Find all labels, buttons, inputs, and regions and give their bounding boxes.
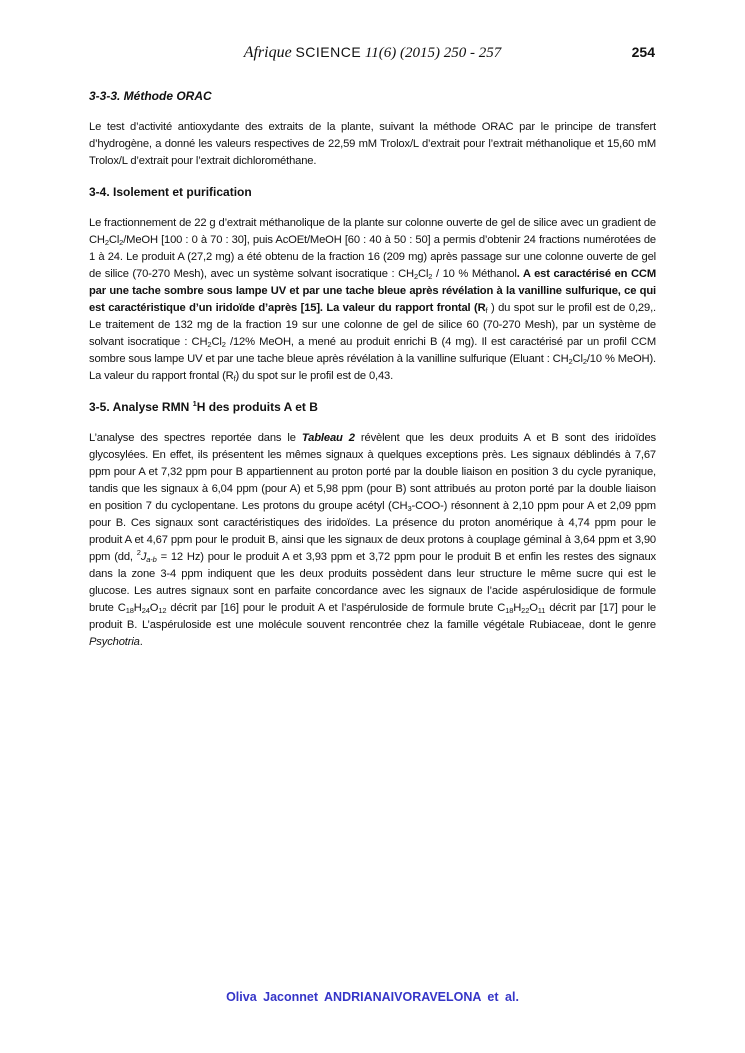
journal-name: Afrique — [243, 44, 292, 61]
paragraph-isolement: Le fractionnement de 22 g d’extrait méthanolique de la plante sur colonne ouverte de gel de silice avec un gradient de $CH_2Cl_2$/MeOH [100 : 0 à 70 : 30], puis AcOEt/MeOH [60 : 40 à 50 : 50] a permis d’obtenir 24 fractions numérotées de 1 à 24. Le produit A (27,2 mg) a été obtenu de la fraction 16 (209 mg) après passage sur une colonne ouverte de gel de silice (70-270 Mesh), avec un système solvant isocratique : $CH_2Cl_2 / 10$ % Méthanol. A est caractérisé en CCM par une tache sombre sous lampe UV et par une tache bleue après révélation à la vanilline sulfurique, ce qui est caractéristique d’un iridoïde d’après [15]. La valeur du rapport frontal ($R_f$ ) du spot sur le profil est de 0,29,. Le traitement de 132 mg de la fraction 19 sur une colonne de gel de silice 60 (70-270 Mesh), par un système de solvant isocratique : $CH_2Cl_2$ /12% MeOH, a mené au produit enrichi B (4 mg). Il est caractérisé par un profil CCM sombre sous lampe UV et par une tache bleue après révélation à la vanilline sulfurique (Eluant : $CH_2Cl_2/10$ % MeOH). La valeur du rapport frontal $(R_f)$ du spot sur le profil est de 0,43. — [89, 217, 657, 383]
page-footer-authors: Oliva Jaconnet ANDRIANAIVORAVELONA et al. — [226, 990, 519, 1004]
heading-rmn: 3-5. Analyse RMN $^1$H des produits A et B — [89, 399, 318, 414]
paragraph-rmn: L’analyse des spectres reportée dans le Tableau 2 révèlent que les deux produits A et B sont des iridoïdes glycosylées. En effet, ils présentent les mêmes signaux à quelques exceptions près. Les signaux déblindés à 7,67 ppm pour A et 7,32 ppm pour B appartiennent au proton porté par la double liaison en position 3 du cycle pyranique, tandis que les signaux à 6,04 ppm (pour A) et 5,98 ppm (pour B) sont attribués au proton porté par la double liaison en position 7 du cyclopentane. Les protons du groupe acétyl $(CH_3-COO-)$ résonnent à 2,10 ppm pour A et 2,09 ppm pour B. Ces signaux sont caractéristiques des iridoïdes. La présence du proton anomérique à 4,74 ppm pour le produit A et 4,67 ppm pour le produit B, ainsi que les signaux de deux protons à couplage géminal à 3,64 ppm et 3,90 ppm (dd, $^2J_{a-b} = 12$ Hz) pour le produit A et 3,93 ppm et 3,72 ppm pour le produit B et enfin les restes des signaux dans la zone 3-4 ppm indiquent que les deux produits possèdent dans leur structure le même sucre qui est le glucose. Les autres signaux sont en parfaite concordance avec les signaux de l’acide aspérulosidique de formule brute $C_{18}H_{24}O_{12}$ décrit par [16] pour le produit A et l’aspéruloside de formule brute $C_{18}H_{22}O_{11}$ décrit par [17] pour le produit B. L’aspéruloside est une molécule souvent rencontrée chez la famille végétale Rubiaceae, dont le genre Psychotria. — [89, 432, 656, 648]
article-body — [89, 88, 656, 665]
page-number: 254 — [631, 44, 655, 60]
heading-isolement: 3-4. Isolement et purification — [89, 185, 252, 199]
table-reference: Tableau 2 — [301, 432, 355, 444]
paragraph-orac: Le test d’activité antioxydante des extraits de la plante, suivant la méthode ORAC par le principe de transfert d’hydrogène, a donné les valeurs respectives de 22,59 mM Trolox/L d’extrait pour l’extrait méthanolique et 15,60 mM Trolox/L d’extrait pour l’extrait dichlorométhane. — [89, 121, 656, 167]
page-header — [0, 40, 745, 66]
genus-name: Psychotria — [89, 636, 140, 648]
heading-orac: 3-3-3. Méthode ORAC — [89, 89, 212, 103]
journal-volume: 11(6) (2015) 250 - 257 — [364, 45, 502, 61]
journal-science: SCIENCE — [295, 44, 362, 60]
